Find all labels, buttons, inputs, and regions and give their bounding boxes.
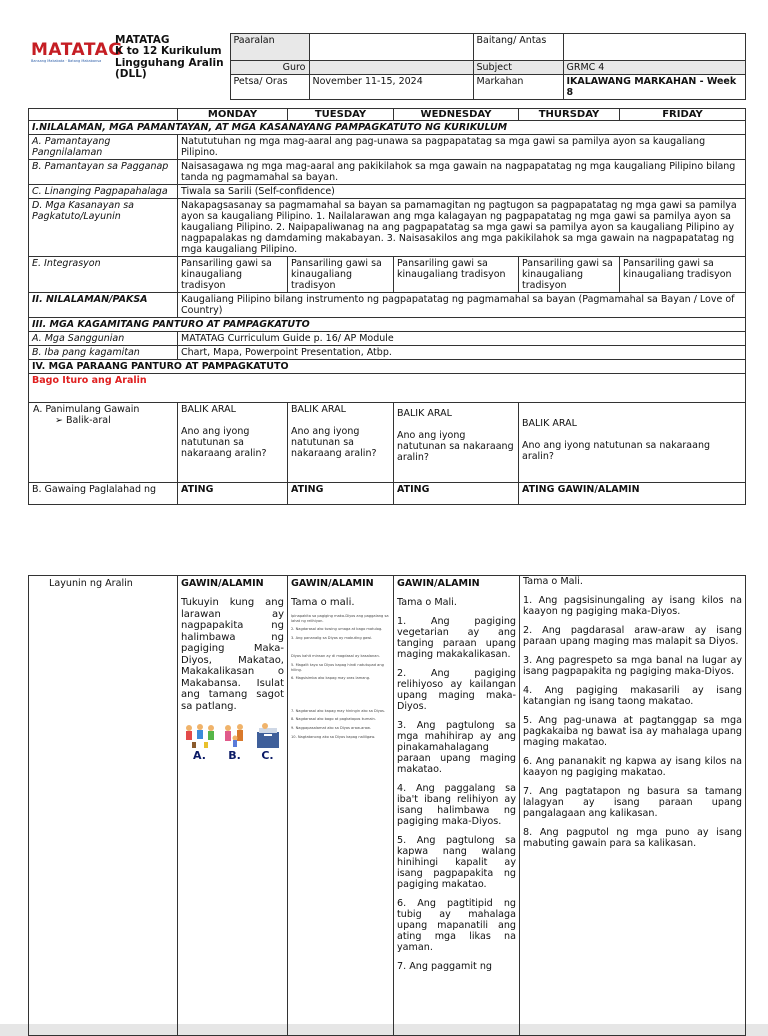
gawaing-paglalahad-label: B. Gawaing Paglalahad ng <box>29 483 178 505</box>
bullet-arrow-icon: ➢ <box>55 415 63 426</box>
layunin-tuesday: GAWIN/ALAMIN Tama o mali. Ipinapakita sa pagiging maka-Diyos ang paggalang sa lahat ng relihiyon. 2. Nagdarasal ako tuwing umaga at bago matulog. 3. Ang pananalig sa Diyos ay mabuting gawi. Diyos kahit minsan ay di magdasal ay kasalanan. 5. Magalit tayo sa Diyos kapag hindi natutupad ang hiling. 6. Magsisimba ako kapag may oras lamang. 7. Nagdarasal ako kapag may hiningin ako sa Diyos. 8. Nagdarasal ako bago at pagkatapos kumain. 9. Nagpapasalamat ako sa Diyos araw-araw. 10. Nagtatanong ako sa Diyos kapag naliligaw. <box>288 576 394 1036</box>
pamantayan-pagganap-label: B. Pamantayan sa Pagganap <box>29 160 178 185</box>
day-tuesday: TUESDAY <box>288 109 394 121</box>
balik-aral-wednesday: BALIK ARAL Ano ang iyong natutunan sa nakaraang aralin? <box>394 403 519 483</box>
day-wednesday: WEDNESDAY <box>394 109 519 121</box>
balik-aral-monday: BALIK ARAL Ano ang iyong natutunan sa nakaraang aralin? <box>178 403 288 483</box>
picture-b: B. <box>220 722 250 761</box>
sanggunian-label: A. Mga Sanggunian <box>29 332 178 346</box>
matatag-logo <box>31 39 123 64</box>
subject-value[interactable]: GRMC 4 <box>563 61 745 75</box>
iba-kagamitan-text: Chart, Mapa, Powerpoint Presentation, Atbp. <box>178 346 746 360</box>
integrasyon-label: E. Integrasyon <box>29 257 178 293</box>
iba-kagamitan-label: B. Iba pang kagamitan <box>29 346 178 360</box>
linanging-pagpapahalaga-label: C. Linanging Pagpapahalaga <box>29 185 178 199</box>
integrasyon-tuesday: Pansariling gawi sa kinaugaliang tradisyon <box>288 257 394 293</box>
ating-wednesday: ATING <box>394 483 519 505</box>
dll-main-table <box>28 108 746 505</box>
day-thursday: THURSDAY <box>519 109 620 121</box>
paaralan-value[interactable] <box>309 34 473 61</box>
kasanayan-text: Nakapagsasanay sa pagmamahal sa bayan sa pamamagitan ng pagtugon sa pagpapatatag ng mga gawi sa pamilya ayon sa kaugaliang Pilipino. 1. Nailalarawan ang mga kalagayan ng pagpapatatag ng mga gawi sa pamilya ayon sa kaugaliang Pilipino. 2. Naipapaliwanag na ang pagpapatatag sa mga gawi sa pamilya ayon sa kaugaliang Pilipino ay nagpapalakas ng damdaming makabayan. 3. Naisasakilos ang mga pakikilahok sa mga gawain na nagpapatatag ng mga kaugaliang Pilipino. <box>178 199 746 257</box>
panimulang-gawain-label: A. Panimulang Gawain ➢ Balik-aral <box>29 403 178 483</box>
ating-monday: ATING <box>178 483 288 505</box>
paksa-text: Kaugaliang Pilipino bilang instrumento ng pagpapatatag ng pagmamahal sa bayan (Pagmamahal sa Bayan / Love of Country) <box>178 293 746 318</box>
baitang-label: Baitang/ Antas <box>473 34 563 61</box>
baitang-value[interactable] <box>563 34 745 61</box>
section-4-heading: IV. MGA PARAANG PANTURO AT PAMPAGKATUTO <box>29 360 746 374</box>
day-header-row <box>29 109 746 121</box>
activity-pictures <box>181 722 284 761</box>
bago-ituro-heading: Bago Ituro ang Aralin <box>29 374 746 403</box>
markahan-label: Markahan <box>473 75 563 100</box>
layunin-wednesday: GAWIN/ALAMIN Tama o Mali. 1. Ang pagiging vegetarian ay ang tanging paraan upang maging makakalikasan. 2. Ang pagiging relihiyoso ay kailangan upang maging maka-Diyos. 3. Ang pagtulong sa mga mahihirap ay ang pinakamahalagang paraan upang maging makatao. 4. Ang paggalang sa iba't ibang relihiyon ay isang halimbawa ng pagiging maka-Diyos. 5. Ang pagtulong sa kapwa nang walang hinihingi kapalit ay isang pagpapakita ng pagiging makatao. 6. Ang pagtitipid ng tubig ay mahalaga upang mapanatili ang ating mga likas na yaman. 7. Ang paggamit ng <box>394 576 520 1036</box>
petsa-label: Petsa/ Oras <box>230 75 309 100</box>
balik-aral-thursday-friday: BALIK ARAL Ano ang iyong natutunan sa nakaraang aralin? <box>519 403 746 483</box>
balik-aral-tuesday: BALIK ARAL Ano ang iyong natutunan sa nakaraang aralin? <box>288 403 394 483</box>
integrasyon-monday: Pansariling gawi sa kinaugaliang tradisyon <box>178 257 288 293</box>
integrasyon-thursday: Pansariling gawi sa kinaugaliang tradisyon <box>519 257 620 293</box>
integrasyon-wednesday: Pansariling gawi sa kinaugaliang tradisyon <box>394 257 519 293</box>
picture-a: A. <box>183 722 217 761</box>
header-table <box>28 33 746 100</box>
layunin-thursday-friday: Tama o Mali. 1. Ang pagsisinungaling ay isang kilos na kaayon ng pagiging maka-Diyos. 2. Ang pagdarasal araw-araw ay isang paraan upang maging mas malapit sa Diyos. 3. Ang pagrespeto sa mga banal na lugar ay isang pagpapakita ng pagiging maka-Diyos. 4. Ang pagiging makasarili ay isang katangian ng isang taong makatao. 5. Ang pag-unawa at pagtanggap sa mga pagkakaiba ng bawat isa ay mahalaga upang maging makatao. 6. Ang pananakit ng kapwa ay isang kilos na kaayon ng pagiging makatao. 7. Ang pagtatapon ng basura sa tamang lalagyan ay isang paraan upang pangalagaan ang kalikasan. 8. Ang pagputol ng mga puno ay isang mabuting gawain para sa kalikasan. <box>520 576 746 1036</box>
guro-label: Guro <box>230 61 309 75</box>
day-friday: FRIDAY <box>620 109 746 121</box>
picture-c: C. <box>253 722 283 761</box>
integrasyon-friday: Pansariling gawi sa kinaugaliang tradisyon <box>620 257 746 293</box>
paaralan-label: Paaralan <box>230 34 309 61</box>
voting-booth-icon <box>253 722 283 750</box>
pamantayan-pagganap-text: Naisasagawa ng mga mag-aaral ang pakikilahok sa mga gawain na nagpapatatag ng mga kaugaliang Pilipino bilang tanda ng pagmamahal sa bayan. <box>178 160 746 185</box>
layunin-table <box>28 575 746 1036</box>
markahan-value[interactable]: IKALAWANG MARKAHAN - Week 8 <box>563 75 745 100</box>
layunin-label: Layunin ng Aralin <box>29 576 178 1036</box>
kasanayan-label: D. Mga Kasanayan sa Pagkatuto/Layunin <box>29 199 178 257</box>
day-monday: MONDAY <box>178 109 288 121</box>
kids-cleaning-icon <box>183 722 217 750</box>
section-1-heading: I.NILALAMAN, MGA PAMANTAYAN, AT MGA KASANAYANG PAMPAGKATUTO NG KURIKULUM <box>29 121 746 135</box>
linanging-pagpapahalaga-text: Tiwala sa Sarili (Self-confidence) <box>178 185 746 199</box>
guro-value[interactable] <box>309 61 473 75</box>
family-icon <box>220 722 250 750</box>
layunin-monday: GAWIN/ALAMIN Tukuyin kung ang larawan ay nagpapakita ng halimbawa ng pagiging Maka-Diyos, Makatao, Makakalikasan o Makabansa. Isulat ang tamang sagot sa patlang. A. B. C. <box>178 576 288 1036</box>
petsa-value[interactable]: November 11-15, 2024 <box>309 75 473 100</box>
ating-tuesday: ATING <box>288 483 394 505</box>
ating-thursday-friday: ATING GAWIN/ALAMIN <box>519 483 746 505</box>
subject-label: Subject <box>473 61 563 75</box>
pamantayang-pangnilalaman-label: A. Pamantayang Pangnilalaman <box>29 135 178 160</box>
logo-wordmark: MATATAG <box>31 39 123 60</box>
document-title: MATATAG K to 12 Kurikulum Lingguhang Aralin (DLL) <box>115 33 224 80</box>
pamantayang-pangnilalaman-text: Natututuhan ng mga mag-aaral ang pag-unawa sa pagpapatatag sa mga gawi sa pamilya ayon sa kaugaliang Pilipino. <box>178 135 746 160</box>
section-2-heading: II. NILALAMAN/PAKSA <box>29 293 178 318</box>
sanggunian-text: MATATAG Curriculum Guide p. 16/ AP Module <box>178 332 746 346</box>
logo-cell <box>28 34 123 100</box>
section-3-heading: III. MGA KAGAMITANG PANTURO AT PAMPAGKATUTO <box>29 318 746 332</box>
logo-tagline: Bansang Makabata · Batang Makabansa <box>31 58 102 63</box>
